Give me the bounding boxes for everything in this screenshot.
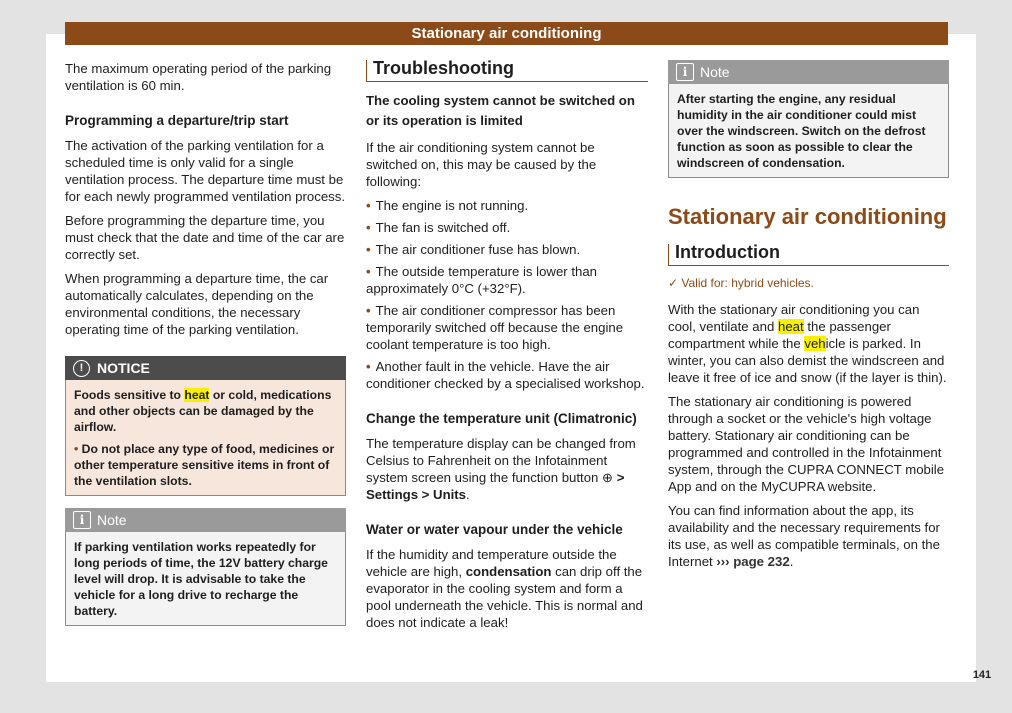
page-reference-link[interactable]: ››› page 232 — [716, 554, 790, 569]
issue-heading: The cooling system cannot be switched on or its operation is limited — [366, 93, 635, 128]
bold-term: condensation — [465, 564, 552, 579]
paragraph — [366, 435, 648, 503]
list-item: • Another fault in the vehicle. Have the air conditioner checked by a specialised workshop. — [366, 358, 648, 392]
list-item: • The air conditioner fuse has blown. — [366, 241, 648, 258]
validity-note: ✓ Valid for: hybrid vehicles. — [668, 276, 814, 290]
list-item: • The air conditioner compressor has been temporarily switched off because the engine coolant temperature is too high. — [366, 302, 648, 353]
exclamation-circle-icon: ! — [73, 360, 90, 377]
notice-header — [65, 356, 346, 380]
note-box — [668, 60, 949, 178]
list-item: • The fan is switched off. — [366, 219, 648, 236]
troubleshooting-title: Troubleshooting — [366, 60, 648, 82]
paragraph: The stationary air conditioning is powered through a socket or the vehicle's high voltage battery. Stationary air conditioning can be programmed and controlled in the Infotainment system, through the CUPRA CONNECT mobile App and on the MyCUPRA website. — [668, 394, 945, 494]
paragraph-text: can drip off the evaporator in the cooling system and form a pool underneath the vehicle. This is normal and does not indicate a leak! — [366, 564, 643, 630]
paragraph-text: You can find information about the app, its availability and the necessary requirements for its use, as well as compatible terminals, on the Internet — [668, 503, 940, 569]
introduction-title: Introduction — [668, 244, 949, 266]
highlighted-text: veh — [804, 336, 826, 351]
note-body — [65, 532, 346, 626]
note-body — [668, 84, 949, 178]
paragraph-text: . — [789, 554, 794, 569]
notice-paragraph — [74, 387, 337, 435]
notice-text: or cold, medications and other objects can be damaged by the airflow. — [74, 388, 332, 434]
paragraph: When programming a departure time, the car automatically calculates, depending on the environmental conditions, the necessary operating time of the parking ventilation. — [65, 271, 329, 337]
note-text: If parking ventilation works repeatedly for long periods of time, the 12V battery charge level will drop. It is advisable to take the vehicle for a long drive to recharge the battery. — [74, 540, 328, 618]
paragraph — [366, 546, 648, 631]
paragraph-text: With the stationary air conditioning you can cool, ventilate and — [668, 302, 920, 334]
chapter-title: Stationary air conditioning — [668, 204, 947, 229]
notice-text: Foods sensitive to — [74, 388, 185, 402]
section-heading: Change the temperature unit (Climatronic) — [366, 411, 637, 426]
paragraph-text: If the humidity and temperature outside the vehicle are high, — [366, 547, 617, 579]
highlighted-text: heat — [777, 319, 804, 334]
list-item: • The engine is not running. — [366, 197, 648, 214]
paragraph: If the air conditioning system cannot be switched on, this may be caused by the following: — [366, 140, 597, 189]
menu-path: > Settings > Units — [366, 470, 625, 502]
note-text: After starting the engine, any residual humidity in the air conditioner could mist over the windscreen. Switch on the defrost function as soon as possible to clear the windscreen of condensation. — [677, 92, 926, 170]
notice-text: Do not place any type of food, medicines or other temperature sensitive items in front of the ventilation slots. — [74, 442, 335, 488]
column-middle — [366, 60, 648, 638]
notice-body — [65, 380, 346, 496]
cause-list — [366, 197, 648, 392]
note-box — [65, 508, 346, 626]
section-heading: Programming a departure/trip start — [65, 113, 289, 128]
paragraph-text: . — [466, 487, 470, 502]
note-label: Note — [97, 512, 127, 528]
list-item: • The outside temperature is lower than approximately 0°C (+32°F). — [366, 263, 648, 297]
paragraph-text: icle is parked. In winter, you can also demist the windscreen and leave it free of ice and snow (if the layer is thin). — [668, 336, 947, 385]
highlighted-text: heat — [184, 388, 210, 402]
paragraph-text: The temperature display can be changed from Celsius to Fahrenheit on the Infotainment system screen using the function button — [366, 436, 636, 485]
note-label: Note — [700, 64, 730, 80]
paragraph-text: the passenger compartment while the — [668, 319, 891, 351]
paragraph — [668, 502, 949, 570]
column-left — [65, 60, 346, 638]
section-heading: Water or water vapour under the vehicle — [366, 522, 623, 537]
note-header — [668, 60, 949, 84]
notice-bullet — [74, 441, 337, 489]
settings-icon: ⊕ — [602, 470, 614, 485]
paragraph — [668, 301, 949, 386]
page-number: 141 — [972, 669, 992, 681]
notice-box — [65, 356, 346, 496]
column-right — [668, 60, 949, 577]
paragraph: The maximum operating period of the parking ventilation is 60 min. — [65, 61, 332, 93]
info-icon: i — [73, 511, 91, 529]
info-icon: i — [676, 63, 694, 81]
paragraph: The activation of the parking ventilation for a scheduled time is only valid for a single ventilation process. The departure time must be for each newly programmed ventilation process. — [65, 138, 346, 204]
paragraph: Before programming the departure time, you must check that the date and time of the car are correctly set. — [65, 213, 345, 262]
bullet-icon: • — [74, 442, 82, 456]
note-header — [65, 508, 346, 532]
notice-label: NOTICE — [97, 360, 150, 376]
page-header-title: Stationary air conditioning — [65, 22, 948, 45]
